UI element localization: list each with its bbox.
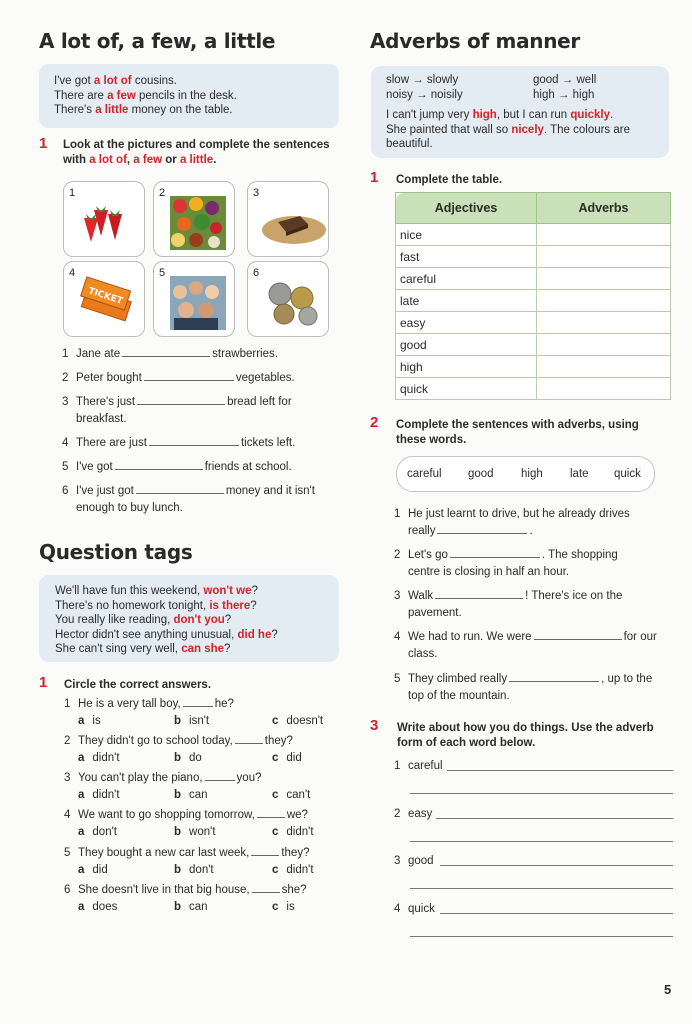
picture-number: 2 [159, 187, 166, 199]
coins-icon [258, 272, 328, 330]
example-line: We'll have fun this weekend, won't we? [55, 585, 258, 597]
example-line: There's a little money on the table. [54, 104, 233, 116]
vegetables-icon [164, 192, 228, 250]
adverb-pair-list: good → well high → high [533, 74, 597, 101]
writing-line[interactable] [410, 935, 673, 937]
section-title-question-tags: Question tags [39, 540, 193, 564]
answer-cell[interactable] [537, 378, 671, 400]
ticket-label: TICKET [86, 286, 124, 307]
exercise-number: 1 [370, 169, 379, 186]
section-title-adverbs: Adverbs of manner [370, 29, 580, 53]
exercise-number: 2 [370, 414, 379, 431]
picture-friends [153, 261, 235, 337]
list-item: 5 I've got friends at school. [62, 461, 292, 473]
exercise-number: 1 [39, 135, 48, 152]
table-row: fast [396, 246, 671, 268]
option-a[interactable]: a is [78, 715, 101, 727]
option-a[interactable]: a don't [78, 826, 117, 838]
table-row: careful [396, 268, 671, 290]
list-item: 4 We had to run. We were for our class. [394, 631, 657, 660]
option-c[interactable]: c is [272, 901, 295, 913]
word-box [396, 456, 655, 492]
word-chip: careful [407, 468, 442, 480]
exercise-instruction: Look at the pictures and complete the sentences with a lot of, a few or a little. [63, 139, 330, 166]
question-item: 2 They didn't go to school today, they? a didn't b do c did [64, 735, 302, 764]
picture-tickets [63, 261, 145, 337]
table-row: late [396, 290, 671, 312]
list-item: 3 good [394, 855, 434, 867]
list-item: 2 Peter bought vegetables. [62, 372, 295, 384]
list-item: 2 easy [394, 808, 433, 820]
exercise-instruction: Complete the sentences with adverbs, using these words. [396, 419, 639, 446]
option-b[interactable]: b isn't [174, 715, 210, 727]
friends-icon [164, 272, 228, 330]
list-item: 1 He just learnt to drive, but he already drives really . [394, 508, 630, 537]
adverb-example-text: I can't jump very high, but I can run quickly. She painted that wall so nicely. The colours are beautiful. [386, 109, 631, 150]
list-item: 4 quick [394, 903, 435, 915]
exercise-number: 1 [39, 674, 48, 691]
word-chip: high [521, 468, 543, 480]
tickets-icon [74, 272, 138, 330]
answer-cell[interactable] [537, 224, 671, 246]
list-item: 2 Let's go . The shopping centre is closing in half an hour. [394, 549, 618, 578]
picture-number: 1 [69, 187, 76, 199]
adjective-adverb-table [395, 192, 671, 400]
option-c[interactable]: c didn't [272, 826, 314, 838]
answer-cell[interactable] [537, 290, 671, 312]
option-a[interactable]: a did [78, 864, 108, 876]
exercise-instruction: Complete the table. [396, 174, 503, 186]
question-item: 4 We want to go shopping tomorrow, we? a don't b won't c didn't [64, 809, 314, 838]
option-b[interactable]: b do [174, 752, 202, 764]
table-row: easy [396, 312, 671, 334]
list-item: 6 I've just got money and it isn't enough to buy lunch. [62, 485, 315, 514]
option-b[interactable]: b don't [174, 864, 214, 876]
writing-line[interactable] [447, 769, 673, 771]
bread-icon [258, 192, 328, 250]
question-tags-example-box [39, 575, 339, 662]
exercise-instruction: Write about how you do things. Use the adverb form of each word below. [397, 722, 654, 749]
option-c[interactable]: c can't [272, 789, 311, 801]
exercise-number: 3 [370, 717, 379, 734]
writing-line[interactable] [410, 792, 673, 794]
picture-number: 3 [253, 187, 260, 199]
writing-line[interactable] [440, 912, 673, 914]
question-item: 5 They bought a new car last week, they? a did b don't c didn't [64, 847, 314, 876]
option-a[interactable]: a didn't [78, 789, 120, 801]
writing-line[interactable] [436, 817, 673, 819]
option-b[interactable]: b won't [174, 826, 216, 838]
picture-vegetables [153, 181, 235, 257]
option-c[interactable]: c didn't [272, 864, 314, 876]
table-row: nice [396, 224, 671, 246]
option-b[interactable]: b can [174, 789, 208, 801]
picture-number: 6 [253, 267, 260, 279]
question-item: 3 You can't play the piano, you? a didn't b can c can't [64, 772, 311, 801]
quantifiers-example-box [39, 64, 339, 128]
example-line: Hector didn't see anything unusual, did he? [55, 628, 278, 641]
exercise-instruction: Circle the correct answers. [64, 679, 212, 691]
writing-line[interactable] [410, 887, 673, 889]
question-item: 6 She doesn't live in that big house, she? a does b can c is [64, 884, 307, 913]
answer-cell[interactable] [537, 312, 671, 334]
list-item: 3 Walk ! There's ice on the pavement. [394, 590, 623, 619]
page-number: 5 [664, 982, 672, 997]
table-header: Adjectives [396, 193, 537, 224]
option-c[interactable]: c doesn't [272, 715, 324, 727]
picture-number: 5 [159, 267, 166, 279]
answer-cell[interactable] [537, 246, 671, 268]
example-line: There are a few pencils in the desk. [54, 89, 237, 102]
adverbs-example-box [371, 66, 669, 158]
answer-cell[interactable] [537, 334, 671, 356]
table-row: quick [396, 378, 671, 400]
answer-cell[interactable] [537, 268, 671, 290]
example-line: There's no homework tonight, is there? [55, 599, 257, 612]
writing-line[interactable] [440, 864, 673, 866]
list-item: 4 There are just tickets left. [62, 437, 296, 449]
table-header: Adverbs [537, 193, 671, 224]
strawberries-icon [74, 192, 138, 250]
list-item: 1 careful [394, 760, 443, 772]
example-line: I've got a lot of cousins. [54, 75, 178, 87]
picture-number: 4 [69, 267, 76, 279]
picture-coins [247, 261, 329, 337]
example-line: She can't sing very well, can she? [55, 643, 231, 655]
list-item: 5 They climbed really , up to the top of the mountain. [394, 673, 653, 702]
question-item: 1 He is a very tall boy, he? a is b isn't c doesn't [64, 698, 324, 727]
table-row: high [396, 356, 671, 378]
list-item: 1 Jane ate strawberries. [62, 348, 278, 360]
word-chip: good [468, 468, 494, 480]
option-a[interactable]: a didn't [78, 752, 120, 764]
option-c[interactable]: c did [272, 752, 302, 764]
adverb-pair-list: slow → slowly noisy → noisily [386, 74, 463, 101]
section-title-quantifiers: A lot of, a few, a little [39, 29, 276, 53]
table-row: good [396, 334, 671, 356]
option-a[interactable]: a does [78, 901, 118, 913]
picture-bread [247, 181, 329, 257]
word-chip: quick [614, 468, 641, 480]
example-line: You really like reading, don't you? [55, 614, 232, 626]
word-chip: late [570, 468, 589, 480]
option-b[interactable]: b can [174, 901, 208, 913]
picture-strawberries [63, 181, 145, 257]
list-item: 3 There's just bread left for breakfast. [62, 396, 292, 425]
answer-cell[interactable] [537, 356, 671, 378]
writing-line[interactable] [410, 840, 673, 842]
